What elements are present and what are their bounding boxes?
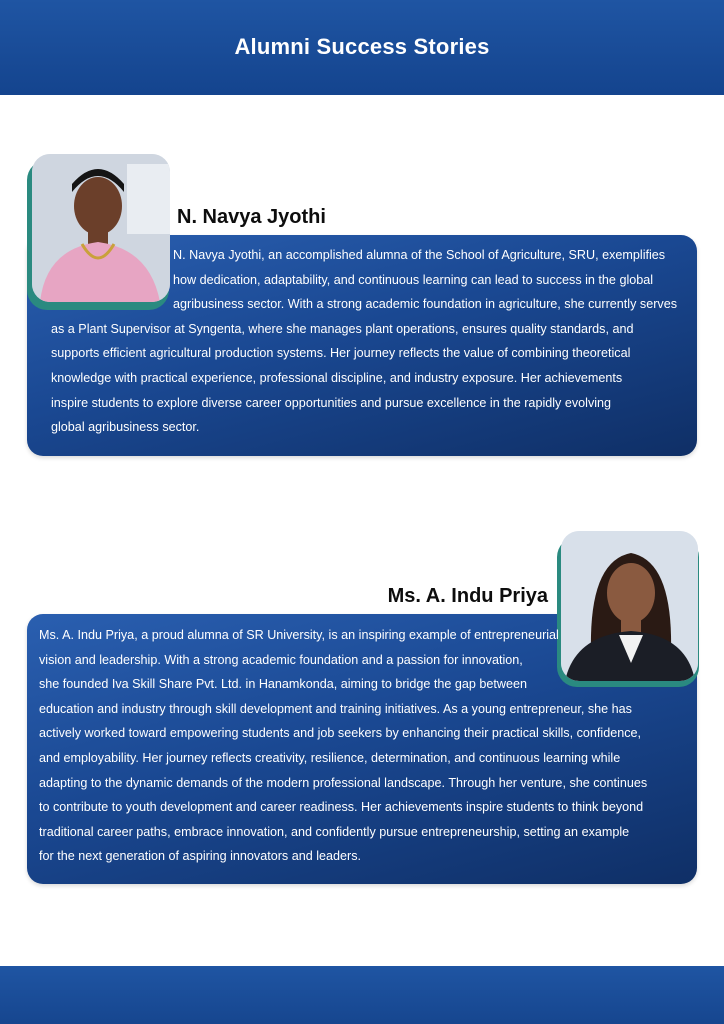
story-line: for the next generation of aspiring innovators and leaders. xyxy=(39,849,362,864)
story-line: to contribute to youth development and career readiness. Her achievements inspire students to think beyond xyxy=(39,800,644,815)
story-line: knowledge with practical experience, professional discipline, and industry exposure. Her achievements xyxy=(51,370,623,385)
story-line: Ms. A. Indu Priya, a proud alumna of SR University, is an inspiring example of entrepreneurial xyxy=(39,628,559,642)
alumni-photo-navya xyxy=(32,154,170,302)
person-portrait-icon xyxy=(32,154,170,302)
story-line: vision and leadership. With a strong academic foundation and a passion for innovation, xyxy=(39,652,523,667)
story-line: inspire students to explore diverse career opportunities and pursue excellence in the rapidly evolving xyxy=(51,395,612,410)
story-line: N. Navya Jyothi, an accomplished alumna of the School of Agriculture, SRU, exemplifies xyxy=(173,248,666,262)
story-line: agribusiness sector. With a strong academic foundation in agriculture, she currently serves xyxy=(173,297,677,312)
story-text-indu xyxy=(39,623,684,869)
story-line: education and industry through skill development and training initiatives. As a young entrepreneur, she has xyxy=(39,701,632,716)
story-line: how dedication, adaptability, and continuous learning can lead to success in the global xyxy=(173,272,654,287)
story-line: global agribusiness sector. xyxy=(51,420,200,435)
story-line: she founded Iva Skill Share Pvt. Ltd. in Hanamkonda, aiming to bridge the gap between xyxy=(39,677,527,692)
story-line: traditional career paths, embrace innovation, and confidently pursue entrepreneurship, setting an example xyxy=(39,824,630,839)
page-header xyxy=(0,0,724,95)
story-line: as a Plant Supervisor at Syngenta, where she manages plant operations, ensures quality standards, and xyxy=(51,321,634,336)
story-line: actively worked toward empowering students and job seekers by enhancing their practical skills, confidence, xyxy=(39,726,642,741)
story-line: supports efficient agricultural production systems. Her journey reflects the value of combining theoretical xyxy=(51,346,631,361)
alumni-name: Ms. A. Indu Priya xyxy=(387,585,548,607)
story-text-navya xyxy=(51,243,683,440)
page-footer xyxy=(0,966,724,1024)
page-title: Alumni Success Stories xyxy=(234,34,490,59)
story-line: and employability. Her journey reflects creativity, resilience, determination, and continuous learning while xyxy=(39,750,621,765)
alumni-name: N. Navya Jyothi xyxy=(177,206,326,228)
story-line: adapting to the dynamic demands of the modern professional landscape. Through her venture, she continues xyxy=(39,775,648,790)
